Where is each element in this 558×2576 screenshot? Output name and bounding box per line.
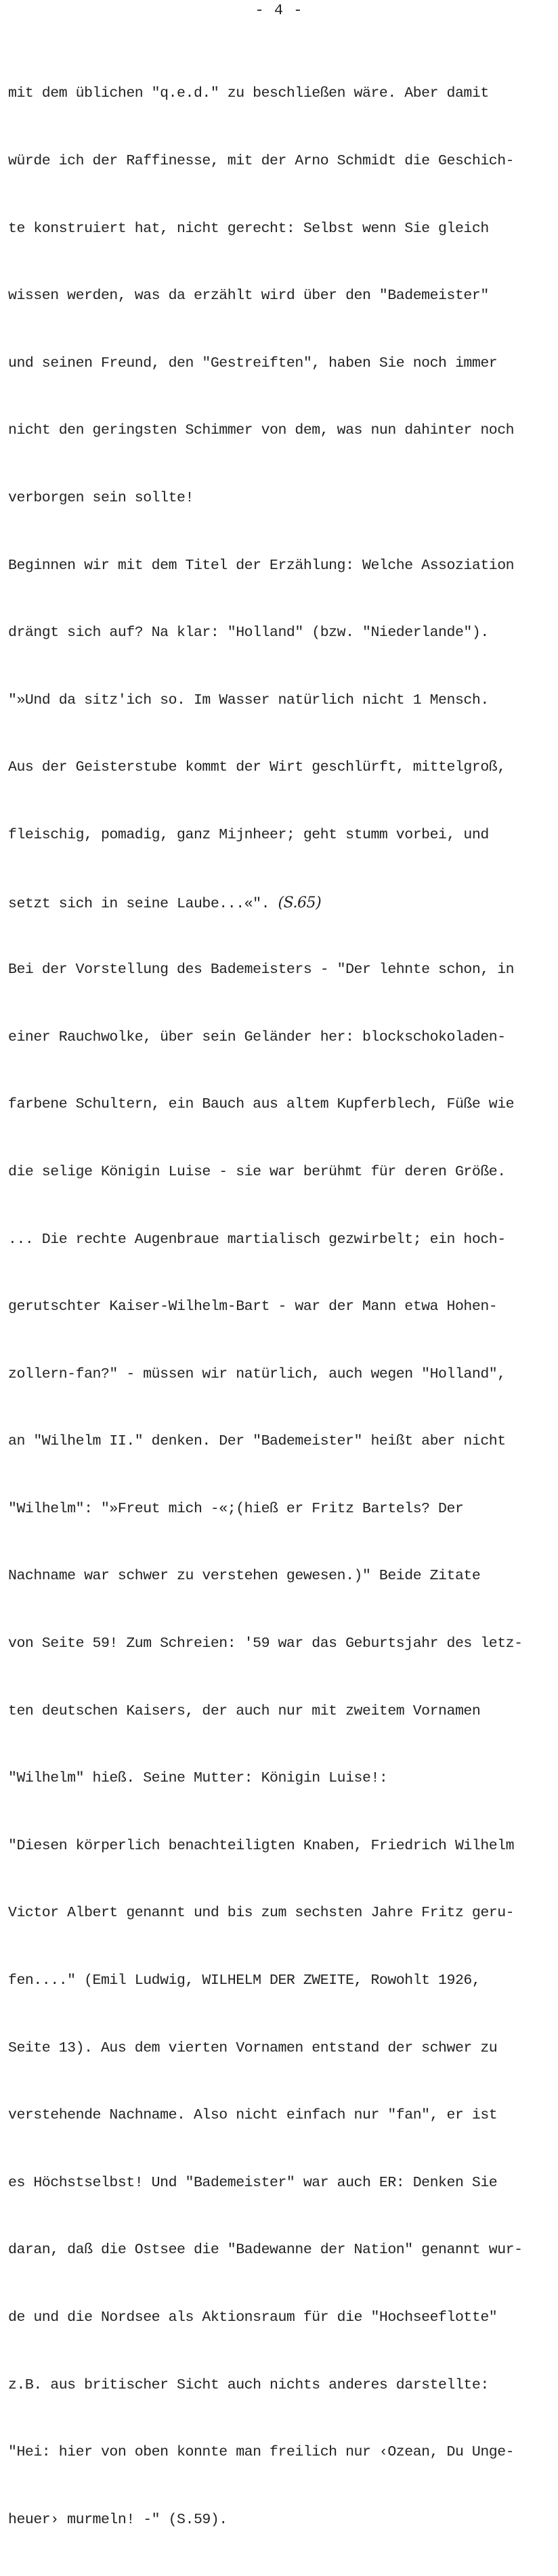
text-line: fleischig, pomadig, ganz Mijnheer; geht stumm vorbei, und: [8, 826, 489, 843]
text-line: ... Die rechte Augenbraue martialisch gezwirbelt; ein hoch-: [8, 1231, 506, 1248]
text-line: z.B. aus britischer Sicht auch nichts anderes darstellte:: [8, 2376, 489, 2393]
text-line: "Wilhelm": "»Freut mich -«;(hieß er Fritz Bartels? Der: [8, 1500, 464, 1517]
text-line: Aus der Geisterstube kommt der Wirt geschlürft, mittelgroß,: [8, 759, 506, 776]
text-line-with-note: [8, 892, 558, 914]
text-line: zollern-fan?" - müssen wir natürlich, auch wegen "Holland",: [8, 1365, 506, 1382]
text-line: de und die Nordsee als Aktionsraum für die "Hochseeflotte": [8, 2309, 498, 2326]
text-line: die selige Königin Luise - sie war berühmt für deren Größe.: [8, 1163, 506, 1180]
text-line: drängt sich auf? Na klar: "Holland" (bzw. "Niederlande").: [8, 625, 489, 641]
text-line: Seite 13). Aus dem vierten Vornamen entstand der schwer zu: [8, 2039, 498, 2056]
text-line: nicht den geringsten Schimmer von dem, was nun dahinter noch: [8, 422, 515, 439]
text-line: daran, daß die Ostsee die "Badewanne der Nation" genannt wur-: [8, 2242, 523, 2259]
text-line: Nachname war schwer zu verstehen gewesen.)" Beide Zitate: [8, 1568, 481, 1585]
text-line: Bei der Vorstellung des Bademeisters - "Der lehnte schon, in: [8, 962, 515, 978]
text-line: ten deutschen Kaisers, der auch nur mit zweitem Vornamen: [8, 1702, 481, 1719]
text-line: Beginnen wir mit dem Titel der Erzählung: Welche Assoziation: [8, 557, 515, 574]
text-line: mit dem üblichen "q.e.d." zu beschließen wäre. Aber damit: [8, 85, 489, 102]
text-line: "Diesen körperlich benachteiligten Knaben, Friedrich Wilhelm: [8, 1837, 515, 1854]
text-line: verborgen sein sollte!: [8, 489, 194, 506]
text-line: te konstruiert hat, nicht gerecht: Selbst wenn Sie gleich: [8, 220, 489, 237]
text-line: "»Und da sitz'ich so. Im Wasser natürlich nicht 1 Mensch.: [8, 692, 489, 708]
text-line: und seinen Freund, den "Gestreiften", haben Sie noch immer: [8, 355, 498, 371]
text-line: an "Wilhelm II." denken. Der "Bademeister" heißt aber nicht: [8, 1433, 506, 1450]
text-line: heuer› murmeln! -" (S.59).: [8, 2511, 228, 2528]
text-line: Victor Albert genannt und bis zum sechsten Jahre Fritz geru-: [8, 1905, 515, 1922]
text-line: "Wilhelm" hieß. Seine Mutter: Königin Luise!:: [8, 1770, 388, 1787]
text-line: einer Rauchwolke, über sein Geländer her: blockschokoladen-: [8, 1029, 506, 1045]
text-line: "Hei: hier von oben konnte man freilich nur ‹Ozean, Du Unge-: [8, 2444, 515, 2461]
page-number: - 4 -: [255, 2, 303, 19]
text-line: farbene Schultern, ein Bauch aus altem Kupferblech, Füße wie: [8, 1096, 515, 1113]
text-line: von Seite 59! Zum Schreien: '59 war das Geburtsjahr des letz-: [8, 1635, 523, 1652]
text-line: wissen werden, was da erzählt wird über den "Bademeister": [8, 288, 489, 304]
text-line: würde ich der Raffinesse, mit der Arno Schmidt die Geschich-: [8, 153, 515, 169]
text-line: setzt sich in seine Laube...«".: [8, 895, 270, 912]
text-line: gerutschter Kaiser-Wilhelm-Bart - war der Mann etwa Hohen-: [8, 1298, 498, 1315]
text-line: es Höchstselbst! Und "Bademeister" war auch ER: Denken Sie: [8, 2174, 498, 2191]
body-text: [8, 38, 558, 2576]
text-line: fen...." (Emil Ludwig, WILHELM DER ZWEITE, Rowohlt 1926,: [8, 1972, 481, 1989]
text-line: verstehende Nachname. Also nicht einfach nur "fan", er ist: [8, 2107, 498, 2124]
handwritten-page-reference: (S.65): [278, 894, 322, 911]
